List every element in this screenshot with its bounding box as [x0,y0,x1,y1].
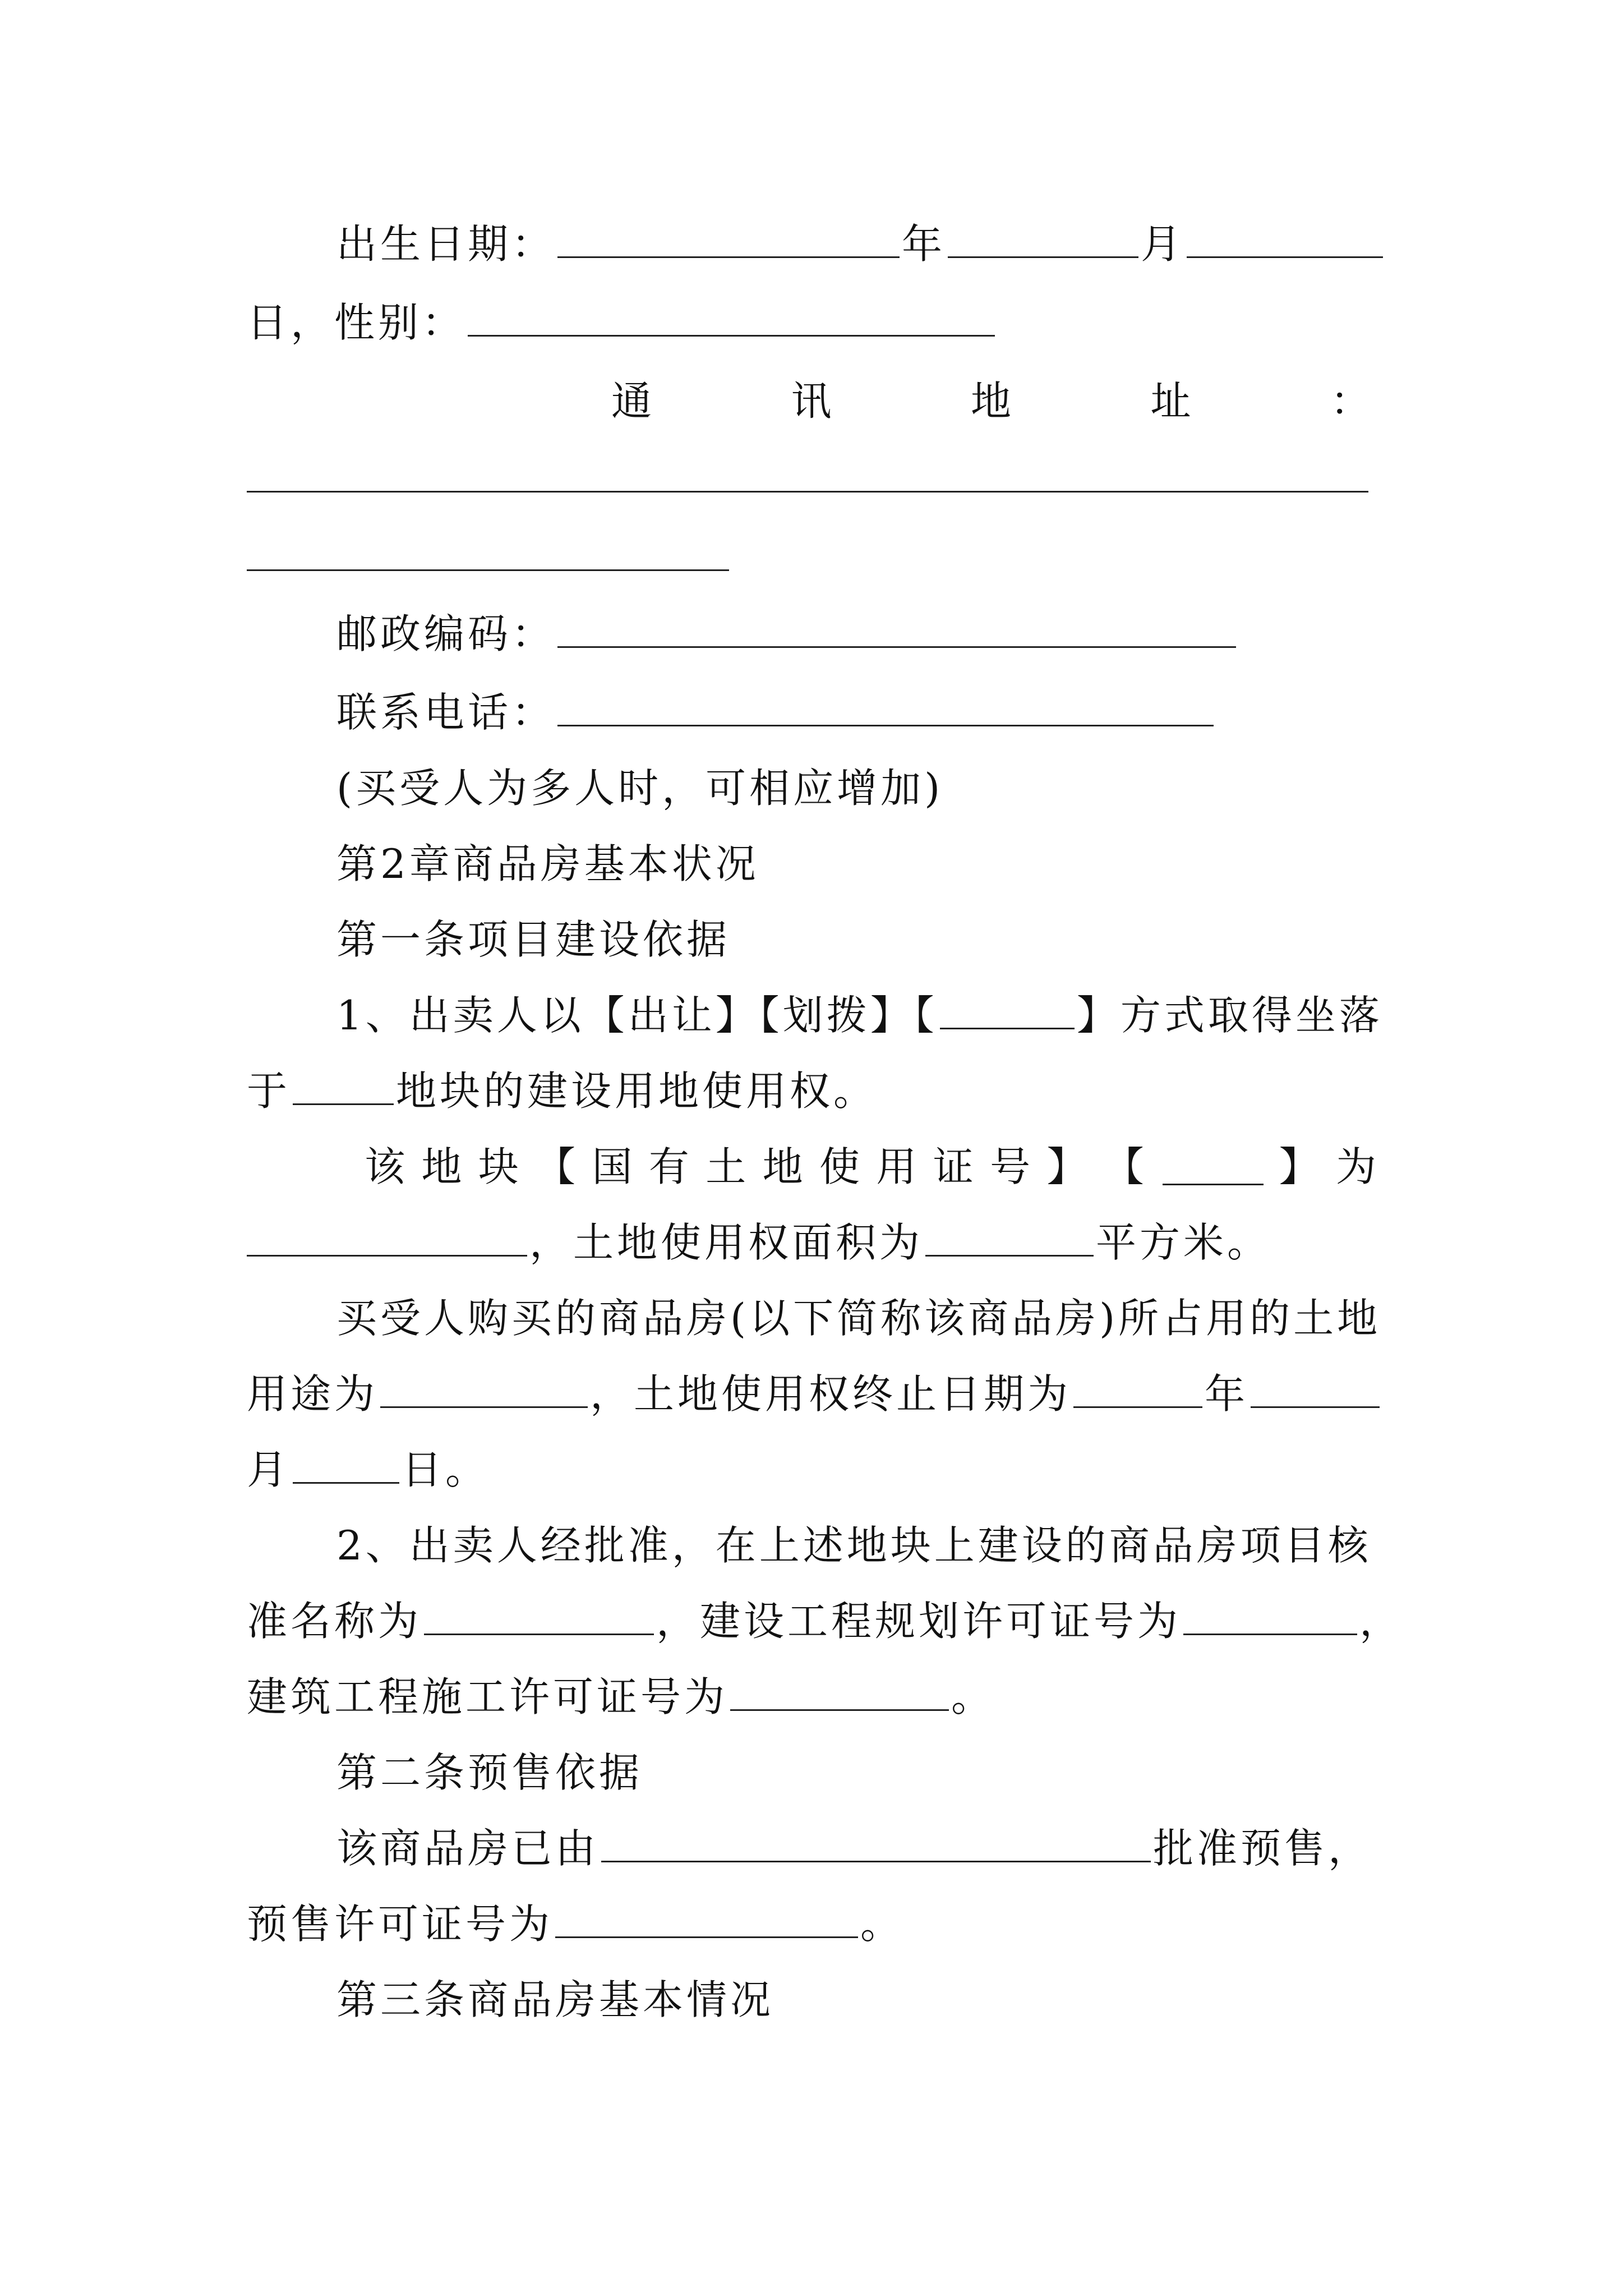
birth-day-blank [1187,234,1383,258]
para-2-close-bracket: 】 [1279,1143,1323,1190]
para-3-line-1: 买受人购买的商品房(以下简称该商品房)所占用的土地 [336,1295,1381,1342]
para-4-line-1: 2、出卖人经批准，在上述地块上建设的商品房项目核 [336,1522,1372,1569]
para-3-text-a: 用途为 [247,1370,379,1418]
phone-line [247,673,1380,752]
address-char: 地 [970,378,1015,425]
para-1-line-2 [247,1052,1380,1130]
birth-date-line [247,205,1380,283]
certificate-type-blank [1163,1161,1264,1185]
para-2-char: 国 [592,1143,636,1190]
birth-month-blank [948,234,1138,258]
end-day-blank [293,1460,399,1484]
para-1-text-c: 于 [247,1068,291,1115]
land-area-blank [925,1232,1094,1257]
para-2-char: 有 [648,1143,693,1190]
para-4-text-c: ， [1359,1598,1404,1645]
article-1-title: 第一条项目建设依据 [336,916,731,963]
approving-authority-blank [601,1838,1151,1862]
para-4-text-e: 。 [951,1673,995,1720]
address-char: 通 [611,378,656,425]
postcode-line [247,595,1380,673]
para-2-char: 块 [478,1143,522,1190]
para-2-line-1 [365,1128,1380,1206]
gender-line [247,283,1380,362]
presale-permit-blank [555,1914,858,1938]
para-1-text-a: 1、出卖人以【出让】【划拨】【 [336,992,938,1039]
para-5-text-d: 。 [860,1901,905,1948]
para-3-text-e: 日。 [402,1446,490,1493]
plot-location-blank [293,1081,394,1105]
para-2-text-a: ，土地使用权面积为 [529,1219,924,1266]
para-1-text-d: 地块的建设用地使用权。 [396,1068,878,1115]
para-3-text-c: 年 [1205,1370,1249,1418]
chapter-heading: 第2章商品房基本状况 [336,840,759,887]
birth-date-label: 出生日期： [336,220,556,268]
para-2-char: 【 [1103,1143,1147,1190]
phone-label: 联系电话： [336,689,556,736]
article-3-title: 第三条商品房基本情况 [336,1976,774,2023]
para-5-text-c: 预售许可证号为 [247,1901,554,1948]
article-2-title: 第二条预售依据 [336,1749,643,1796]
address-label [611,362,1374,440]
para-1-line-1 [247,976,1383,1055]
planning-permit-blank [1183,1611,1357,1635]
para-2-char: 证 [933,1143,977,1190]
para-2-end: 为 [1335,1143,1380,1190]
para-2-char: 号 [990,1143,1034,1190]
phone-blank [557,702,1214,726]
land-use-blank [380,1384,588,1408]
para-2-text-b: 平方米。 [1096,1219,1271,1266]
para-2-char: 该 [365,1143,409,1190]
address-char: 讯 [791,378,835,425]
project-name-blank [424,1611,654,1635]
para-4-line-2 [247,1582,1404,1660]
para-2-char: 土 [706,1143,750,1190]
para-4-text-b: ，建设工程规划许可证号为 [656,1598,1182,1645]
postcode-blank [557,624,1236,648]
end-year-blank [1073,1384,1202,1408]
para-2-char: 使 [819,1143,864,1190]
multi-buyer-note: (买受人为多人时，可相应增加) [336,765,944,812]
address-blank-line-2 [247,569,729,571]
year-label: 年 [902,220,946,268]
para-1-text-b: 】方式取得坐落 [1076,992,1383,1039]
para-2-char: 用 [876,1143,920,1190]
month-label: 月 [1141,220,1185,268]
para-5-line-1 [247,1809,1380,1888]
para-2-char: 地 [421,1143,465,1190]
para-4-text-a: 准名称为 [247,1598,422,1645]
para-5-text-a: 该商品房已由 [336,1825,600,1872]
day-gender-label: 日，性别： [247,299,466,346]
gender-blank [468,312,995,337]
certificate-number-blank [247,1232,527,1257]
para-2-char: 【 [535,1143,579,1190]
acquisition-method-blank [940,1005,1075,1029]
construction-permit-blank [730,1687,949,1711]
para-2-char: 】 [1046,1143,1091,1190]
address-char: ： [1330,378,1374,425]
para-2-char: 地 [762,1143,806,1190]
para-2-line-2 [247,1203,1380,1282]
address-blank-line-1 [247,491,1368,493]
para-5-line-2 [247,1885,1380,1963]
end-month-blank [1251,1384,1380,1408]
para-3-line-3 [247,1430,1380,1509]
para-5-text-b: 批准预售， [1153,1825,1372,1872]
birth-year-blank [557,234,900,258]
address-char: 址 [1150,378,1195,425]
postcode-label: 邮政编码： [336,610,556,657]
para-3-text-b: ，土地使用权终止日期为 [590,1370,1072,1418]
para-3-line-2 [247,1355,1380,1433]
para-3-text-d: 月 [247,1446,291,1493]
para-4-line-3 [247,1658,1380,1736]
para-4-text-d: 建筑工程施工许可证号为 [247,1673,728,1720]
